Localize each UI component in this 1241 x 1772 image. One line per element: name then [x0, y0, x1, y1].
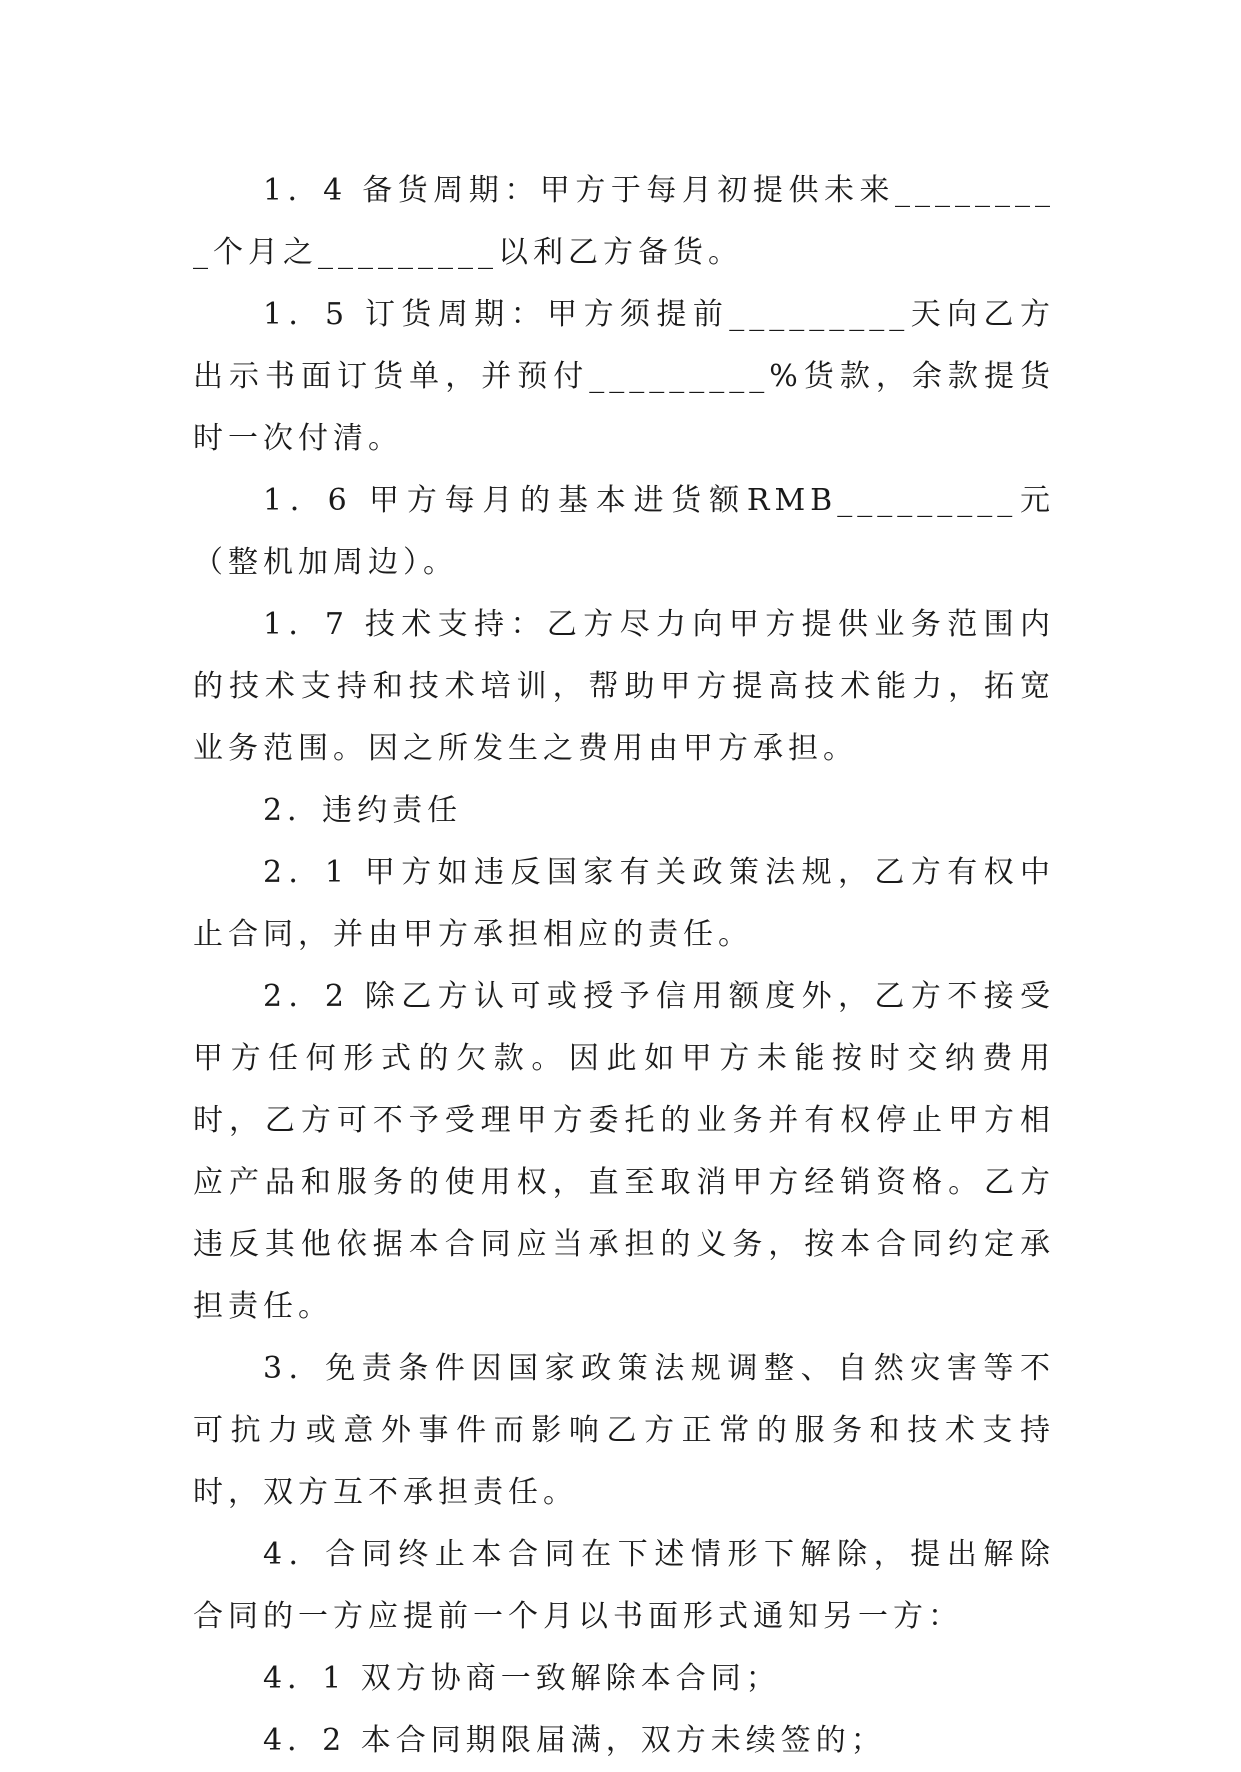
- paragraph-1-7-technical-support: 1．7 技术支持：乙方尽力向甲方提供业务范围内的技术支持和技术培训，帮助甲方提高技术能力，拓宽业务范围。因之所发生之费用由甲方承担。: [193, 607, 1055, 766]
- paragraph-4-termination: 4．合同终止本合同在下述情形下解除，提出解除合同的一方应提前一个月以书面形式通知另一方：: [193, 1537, 1055, 1634]
- paragraph-1-6-purchase-amount: 1．6 甲方每月的基本进货额RMB_________元（整机加周边）。: [193, 483, 1055, 580]
- heading-2-breach-liability: 2．违约责任: [263, 793, 463, 828]
- document-body: [193, 160, 1055, 1772]
- paragraph-2-1: 2．1 甲方如违反国家有关政策法规，乙方有权中止合同，并由甲方承担相应的责任。: [193, 855, 1055, 952]
- paragraph-4-2: 4．2 本合同期限届满，双方未续签的；: [263, 1723, 886, 1758]
- paragraph-2-2: 2．2 除乙方认可或授予信用额度外，乙方不接受甲方任何形式的欠款。因此如甲方未能按时交纳费用时，乙方可不予受理甲方委托的业务并有权停止甲方相应产品和服务的使用权，直至取消甲方经销资格。乙方违反其他依据本合同应当承担的义务，按本合同约定承担责任。: [193, 979, 1055, 1324]
- paragraph-1-4-stocking-cycle: 1．4 备货周期：甲方于每月初提供未来_________个月之_________以利乙方备货。: [193, 173, 1055, 270]
- paragraph-3-exemption: 3．免责条件因国家政策法规调整、自然灾害等不可抗力或意外事件而影响乙方正常的服务和技术支持时，双方互不承担责任。: [193, 1351, 1055, 1510]
- paragraph-4-1: 4．1 双方协商一致解除本合同；: [263, 1661, 781, 1696]
- paragraph-1-5-ordering-cycle: 1．5 订货周期：甲方须提前_________天向乙方出示书面订货单，并预付_________%货款，余款提货时一次付清。: [193, 297, 1055, 456]
